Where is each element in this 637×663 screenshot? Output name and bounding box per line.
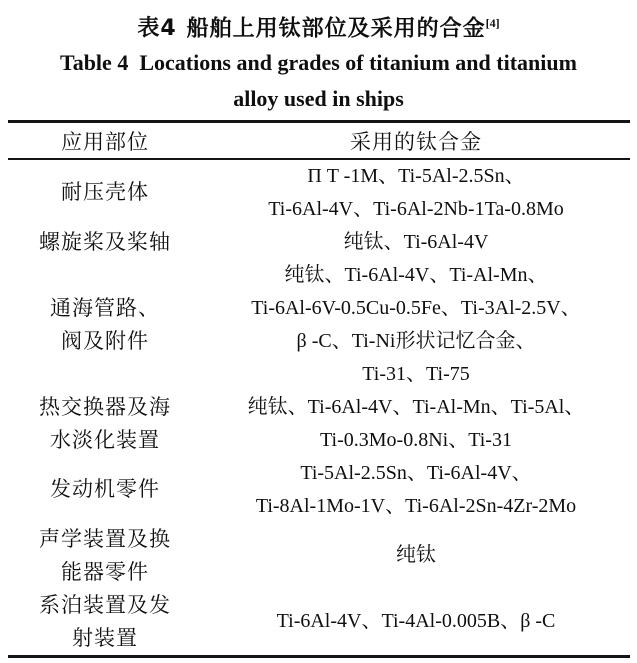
location-cell (8, 523, 202, 589)
location-cell-line: 能器零件 (61, 559, 149, 584)
alloys-cell-line: 纯钛 (396, 544, 436, 567)
table-title-chinese (0, 7, 637, 45)
header-alloys: 采用的钛合金 (350, 129, 482, 154)
alloys-cell-line: Ti-0.3Mo-0.8Ni、Ti-31 (320, 428, 512, 451)
alloys-cell-line: Π T -1M、Ti-5Al-2.5Sn、 (307, 164, 525, 187)
location-cell (8, 391, 202, 457)
location-cell-line: 螺旋桨及桨轴 (39, 229, 171, 254)
table-number-zh: 表4 (137, 16, 177, 42)
alloys-cell-line: Ti-6Al-4V、Ti-6Al-2Nb-1Ta-0.8Mo (268, 197, 564, 220)
location-cell-line: 通海管路、 (50, 295, 160, 320)
table-row (8, 159, 630, 226)
location-cell (8, 457, 202, 523)
titanium-locations-table (8, 120, 630, 658)
location-cell (8, 159, 202, 226)
alloys-cell (202, 391, 630, 457)
alloys-cell (202, 589, 630, 657)
alloys-cell-line: 纯钛、Ti-6Al-4V、Ti-Al-Mn、 (284, 263, 548, 286)
header-row (8, 122, 630, 159)
location-cell-line: 热交换器及海 (39, 394, 171, 419)
alloys-cell-line: Ti-31、Ti-75 (362, 362, 470, 385)
table-row (8, 457, 630, 523)
alloys-cell-line: 纯钛、Ti-6Al-4V、Ti-Al-Mn、Ti-5Al、 (247, 395, 585, 418)
alloys-cell (202, 523, 630, 589)
table-title-zh-text: 船舶上用钛部位及采用的合金 (186, 16, 486, 42)
alloys-cell (202, 226, 630, 259)
location-cell-line: 声学装置及换 (39, 526, 171, 551)
alloys-cell-line: Ti-8Al-1Mo-1V、Ti-6Al-2Sn-4Zr-2Mo (255, 494, 577, 517)
alloys-cell-line: Ti-6Al-6V-0.5Cu-0.5Fe、Ti-3Al-2.5V、 (251, 296, 581, 319)
location-cell (8, 589, 202, 657)
table-body (8, 159, 630, 657)
header-location: 应用部位 (61, 129, 149, 154)
location-cell-line: 耐压壳体 (61, 180, 149, 205)
alloys-cell-line: Ti-6Al-4V、Ti-4Al-0.005B、β -C (276, 610, 556, 633)
table-row (8, 391, 630, 457)
table-row (8, 226, 630, 259)
table-header (8, 122, 630, 159)
alloys-cell (202, 259, 630, 391)
table-row (8, 523, 630, 589)
alloys-cell (202, 457, 630, 523)
alloys-cell-line: β -C、Ti-Ni形状记忆合金、 (296, 329, 536, 352)
table-row (8, 589, 630, 657)
alloys-cell-line: 纯钛、Ti-6Al-4V (343, 230, 489, 253)
citation-ref: [4] (485, 16, 500, 30)
location-cell-line: 阀及附件 (61, 328, 149, 353)
table-title-en-line2: alloy used in ships (233, 86, 404, 112)
location-cell-line: 射装置 (72, 625, 138, 650)
location-cell-line: 系泊装置及发 (39, 592, 171, 617)
table-title-english (0, 45, 637, 117)
location-cell-line: 水淡化装置 (50, 427, 160, 452)
alloys-cell (202, 159, 630, 226)
location-cell-line: 发动机零件 (50, 477, 160, 502)
table-row (8, 259, 630, 391)
location-cell (8, 226, 202, 259)
location-cell (8, 259, 202, 391)
alloys-cell-line: Ti-5Al-2.5Sn、Ti-6Al-4V、 (300, 461, 532, 484)
table-title-en-line1: Table 4 Locations and grades of titanium and titanium (60, 50, 577, 76)
